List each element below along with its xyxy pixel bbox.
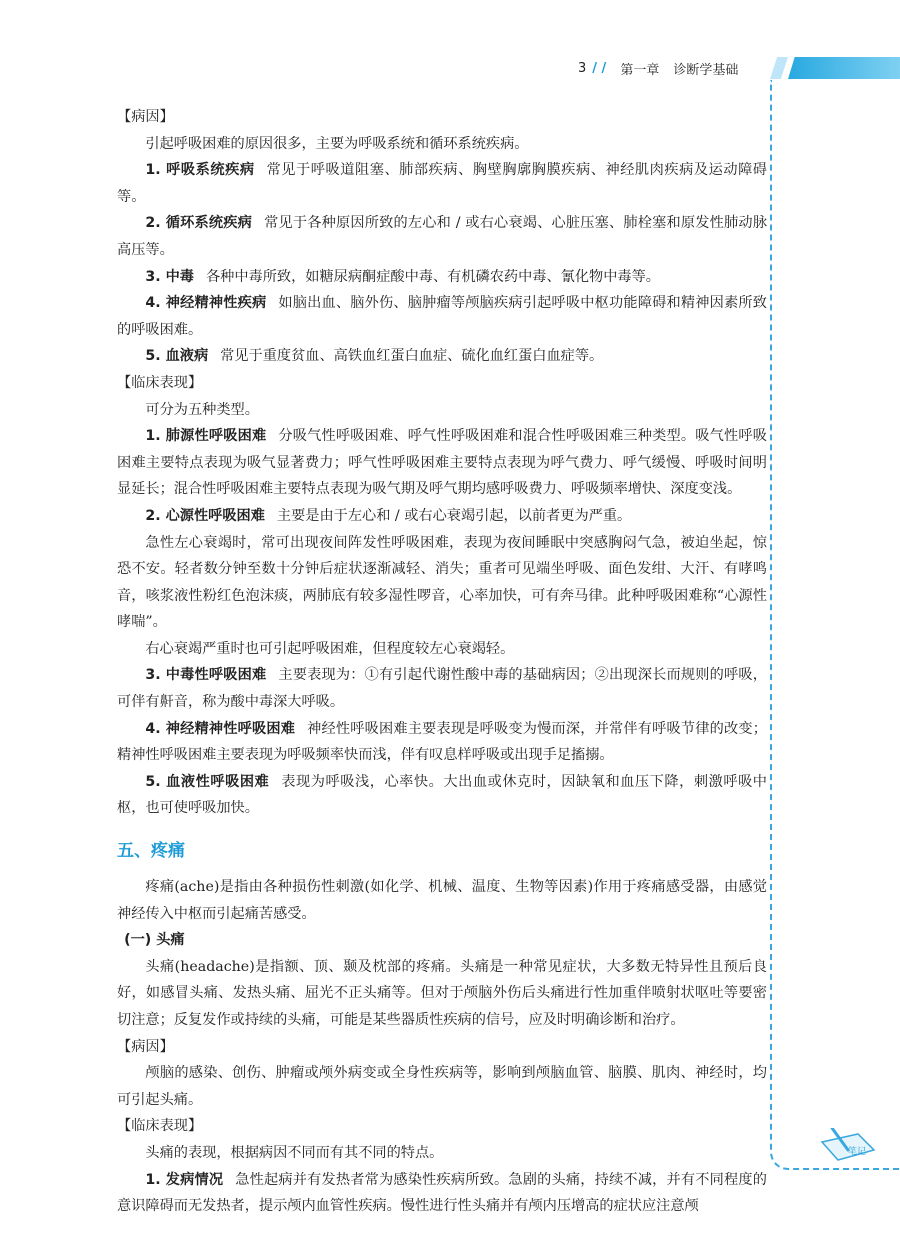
notes-icon-text: 笔记: [848, 1147, 867, 1157]
subsection-title: (一) 头痛: [124, 932, 185, 949]
clinical-item: 1. 肺源性呼吸困难 分吸气性呼吸困难、呼气性呼吸困难和混合性呼吸困难三种类型。吸气性呼吸困难主要特点表现为吸气显著费力；呼气性呼吸困难主要特点表现为呼气费力、呼气缓慢、呼吸时间明显延长；混合性呼吸困难主要特点表现为吸气期及呼气期均感呼吸费力、呼吸频率增快、深度变浅。: [117, 428, 767, 498]
chapter-label: 第一章: [620, 62, 660, 78]
clinical-paragraph: 急性左心衰竭时，常可出现夜间阵发性呼吸困难，表现为夜间睡眠中突感胸闷气急，被迫坐起，惊恐不安。轻者数分钟至数十分钟后症状逐渐减轻、消失；重者可见端坐呼吸、面色发绀、大汗、有哮鸣音，咳浆液性粉红色泡沫痰，两肺底有较多湿性啰音，心率加快，可有奔马律。此种呼吸困难称“心源性哮喘”。: [117, 534, 767, 631]
clinical-item: 4. 神经精神性呼吸困难 神经性呼吸困难主要表现是呼吸变为慢而深，并常伴有呼吸节律的改变；精神性呼吸困难主要表现为呼吸频率快而浅，伴有叹息样呼吸或出现手足搐搦。: [117, 720, 767, 764]
clinical-item: 3. 中毒性呼吸困难 主要表现为：①有引起代谢性酸中毒的基础病因；②出现深长而规则的呼吸，可伴有鼾音，称为酸中毒深大呼吸。: [117, 667, 767, 711]
clinical-heading: 【临床表现】: [117, 374, 203, 391]
cause-heading: 【病因】: [117, 109, 174, 125]
cause-intro: 引起呼吸困难的原因很多，主要为呼吸系统和循环系统疾病。: [145, 135, 529, 152]
headache-clinical-intro: 头痛的表现，根据病因不同而有其不同的特点。: [145, 1144, 444, 1161]
cause-item: 5. 血液病 常见于重度贫血、高铁血红蛋白血症、硫化血红蛋白血症等。: [145, 348, 604, 365]
header-accent-bar: [788, 57, 900, 79]
cause-item: 4. 神经精神性疾病 如脑出血、脑外伤、脑肿瘤等颅脑疾病引起呼吸中枢功能障碍和精神因素所致的呼吸困难。: [117, 295, 767, 338]
headache-onset-item: 1. 发病情况 急性起病并有发热者常为感染性疾病所致。急剧的头痛，持续不减，并有不同程度的意识障碍而无发热者，提示颅内血管性疾病。慢性进行性头痛并有颅内压增高的症状应注意颅: [117, 1171, 767, 1215]
clinical-item: 5. 血液性呼吸困难 表现为呼吸浅，心率快。大出血或休克时，因缺氧和血压下降，刺激呼吸中枢，也可使呼吸加快。: [117, 773, 767, 817]
clinical-paragraph: 右心衰竭严重时也可引起呼吸困难，但程度较左心衰竭轻。: [145, 640, 515, 657]
running-header: [570, 57, 900, 79]
cause-item: 3. 中毒 各种中毒所致，如糖尿病酮症酸中毒、有机磷农药中毒、氰化物中毒等。: [145, 268, 660, 285]
page-body: [117, 104, 767, 1220]
cause-item: 2. 循环系统疾病 常见于各种原因所致的左心和 / 或右心衰竭、心脏压塞、肺栓塞和原发性肺动脉高压等。: [117, 215, 768, 258]
clinical-intro: 可分为五种类型。: [145, 401, 259, 418]
book-title: 诊断学基础: [673, 62, 739, 78]
header-accent-stripe: [770, 57, 788, 79]
page-number: 3: [578, 60, 587, 76]
headache-cause-text: 颅脑的感染、创伤、肿瘤或颅外病变或全身性疾病等，影响到颅脑血管、脑膜、肌肉、神经时，均可引起头痛。: [117, 1065, 767, 1108]
headache-clinical-heading: 【临床表现】: [117, 1118, 203, 1135]
pen-notebook-icon: [818, 1128, 878, 1164]
section-title: 五、疼痛: [117, 841, 185, 862]
subsection-paragraph: 头痛(headache)是指额、顶、颞及枕部的疼痛。头痛是一种常见症状，大多数无特异性且预后良好，如感冒头痛、发热头痛、屈光不正头痛等。但对于颅脑外伤后头痛进行性加重伴喷射状呕吐等要密切注意；反复发作或持续的头痛，可能是某些器质性疾病的信号，应及时明确诊断和治疗。: [117, 958, 767, 1028]
headache-cause-heading: 【病因】: [117, 1038, 174, 1055]
notes-margin-border: [770, 80, 900, 1170]
clinical-item: 2. 心源性呼吸困难 主要是由于左心和 / 或右心衰竭引起，以前者更为严重。: [145, 507, 632, 524]
cause-item: 1. 呼吸系统疾病 常见于呼吸道阻塞、肺部疾病、胸壁胸廓胸膜疾病、神经肌肉疾病及运动障碍等。: [117, 162, 767, 205]
section-intro: 疼痛(ache)是指由各种损伤性刺激(如化学、机械、温度、生物等因素)作用于疼痛感受器，由感觉神经传入中枢而引起痛苦感受。: [117, 879, 767, 922]
header-separator: / /: [592, 60, 607, 76]
